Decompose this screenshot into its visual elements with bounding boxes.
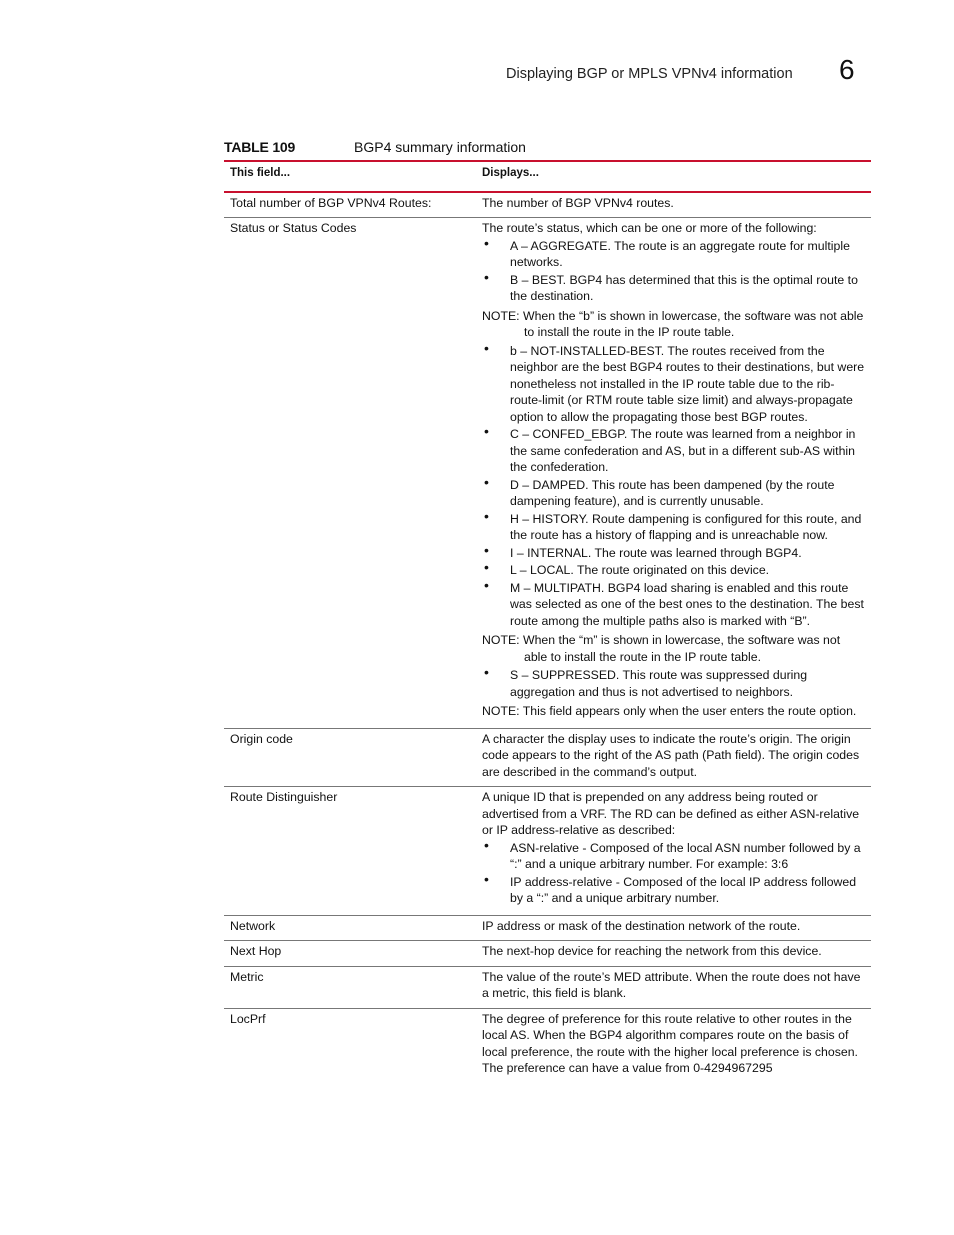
list-item-text: S – SUPPRESSED. This route was suppressed during aggregation and thus is not advertised to neighbors. (510, 668, 808, 699)
list-item-text: H – HISTORY. Route dampening is configured for this route, and the route has a history of flapping and is unreachable now. (510, 511, 862, 542)
rd-intro: A unique ID that is prepended on any address being routed or advertised from a VRF. The RD can be defined as either ASN-relative or IP address-relative as described: (482, 790, 860, 837)
list-item (482, 576, 865, 630)
status-list-b (482, 339, 865, 630)
list-item-text: b – NOT-INSTALLED-BEST. The routes received from the neighbor are the best BGP4 routes to their destinations, but were nonetheless not installed in the IP route table due to the rib-route-limit (or RTM route table size limit) and always-propagate option to allow the propagating those best BGP routes. (510, 343, 865, 424)
list-item (482, 559, 865, 579)
list-item (482, 423, 865, 476)
bullet-icon: • (484, 339, 489, 356)
display-cell: The next-hop device for reaching the network from this device. (482, 944, 822, 958)
table-title: BGP4 summary information (354, 139, 526, 155)
field-cell: LocPrf (230, 1011, 266, 1026)
bullet-icon: • (484, 234, 489, 251)
table-row (224, 915, 871, 941)
display-cell: The number of BGP VPNv4 routes. (482, 195, 674, 210)
chapter-number: 6 (839, 54, 855, 85)
table-row (224, 728, 871, 787)
bullet-icon: • (484, 507, 489, 524)
column-header-field: This field... (230, 167, 291, 179)
table-row (224, 941, 871, 967)
status-list-a (482, 234, 865, 305)
list-item (482, 473, 865, 510)
display-cell: The value of the route’s MED attribute. When the route does not have a metric, this field is blank. (482, 969, 861, 1000)
bullet-icon: • (484, 268, 489, 285)
display-cell (476, 218, 871, 729)
list-item (482, 836, 865, 873)
field-cell: Route Distinguisher (230, 790, 338, 804)
table-row (224, 1008, 871, 1083)
status-list-c (482, 664, 865, 700)
table-row (224, 192, 871, 218)
field-cell: Metric (230, 969, 264, 984)
bullet-icon: • (484, 870, 489, 887)
list-item-text: D – DAMPED. This route has been dampened (by the route dampening feature), and is currently unusable. (510, 477, 835, 508)
bgp4-summary-table (224, 160, 871, 1083)
display-cell: IP address or mask of the destination network of the route. (482, 918, 801, 933)
bullet-icon: • (484, 559, 489, 575)
rd-list (482, 836, 865, 907)
bullet-icon: • (484, 423, 489, 439)
list-item (482, 664, 865, 700)
field-cell: Network (230, 918, 276, 933)
column-header-displays: Displays... (482, 167, 539, 179)
display-cell: The degree of preference for this route relative to other routes in the local AS. When the BGP4 algorithm compares route on the basis of local preference, the route with the higher local preference is chosen. The preference can have a value from 0-4294967295 (482, 1011, 858, 1075)
field-cell: Total number of BGP VPNv4 Routes: (230, 195, 432, 210)
running-header-title: Displaying BGP or MPLS VPNv4 information (506, 66, 793, 82)
list-item (482, 234, 865, 271)
display-cell (476, 787, 871, 916)
note: NOTE: This field appears only when the user enters the route option. (482, 704, 857, 718)
display-cell: A character the display uses to indicate the route’s origin. The origin code appears to the right of the AS path (Path field). The origin codes are described in the command’s output. (482, 731, 860, 779)
list-item-text: B – BEST. BGP4 has determined that this is the optimal route to the destination. (510, 272, 858, 303)
list-item (482, 507, 865, 544)
note: NOTE: When the “m” is shown in lowercase, the software was not able to install the route in the IP route table. (482, 633, 841, 664)
note: NOTE: When the “b” is shown in lowercase, the software was not able to install the route in the IP route table. (482, 308, 864, 339)
list-item-text: I – INTERNAL. The route was learned through BGP4. (510, 545, 802, 560)
list-item-text: L – LOCAL. The route originated on this device. (510, 563, 770, 577)
list-item (482, 268, 865, 305)
bullet-icon: • (484, 664, 489, 680)
list-item-text: ASN-relative - Composed of the local ASN number followed by a “:” and a unique arbitrary number. For example: 3:6 (510, 840, 861, 871)
list-item (482, 339, 865, 426)
list-item-text: M – MULTIPATH. BGP4 load sharing is enabled and this route was selected as one of the best ones to the destination. The best route among the multiple paths also is marked with “B”. (510, 580, 864, 628)
field-cell: Status or Status Codes (230, 221, 357, 235)
table-label: TABLE 109 (224, 139, 296, 155)
table-row (224, 218, 871, 729)
bullet-icon: • (484, 473, 489, 490)
list-item-text: IP address-relative - Composed of the local IP address followed by a “:” and a unique arbitrary number. (510, 874, 857, 905)
list-item-text: C – CONFED_EBGP. The route was learned from a neighbor in the same confederation and AS, but in a different sub-AS within the confederation. (510, 427, 856, 474)
table-header-row (224, 161, 871, 192)
bullet-icon: • (484, 576, 489, 593)
field-cell: Next Hop (230, 944, 282, 958)
list-item (482, 541, 865, 562)
bullet-icon: • (484, 541, 489, 558)
list-item-text: A – AGGREGATE. The route is an aggregate route for multiple networks. (510, 238, 850, 269)
bullet-icon: • (484, 836, 489, 853)
list-item (482, 870, 865, 907)
status-intro: The route’s status, which can be one or more of the following: (482, 221, 817, 235)
field-cell: Origin code (230, 731, 293, 746)
table-row (224, 787, 871, 916)
table-row (224, 966, 871, 1008)
